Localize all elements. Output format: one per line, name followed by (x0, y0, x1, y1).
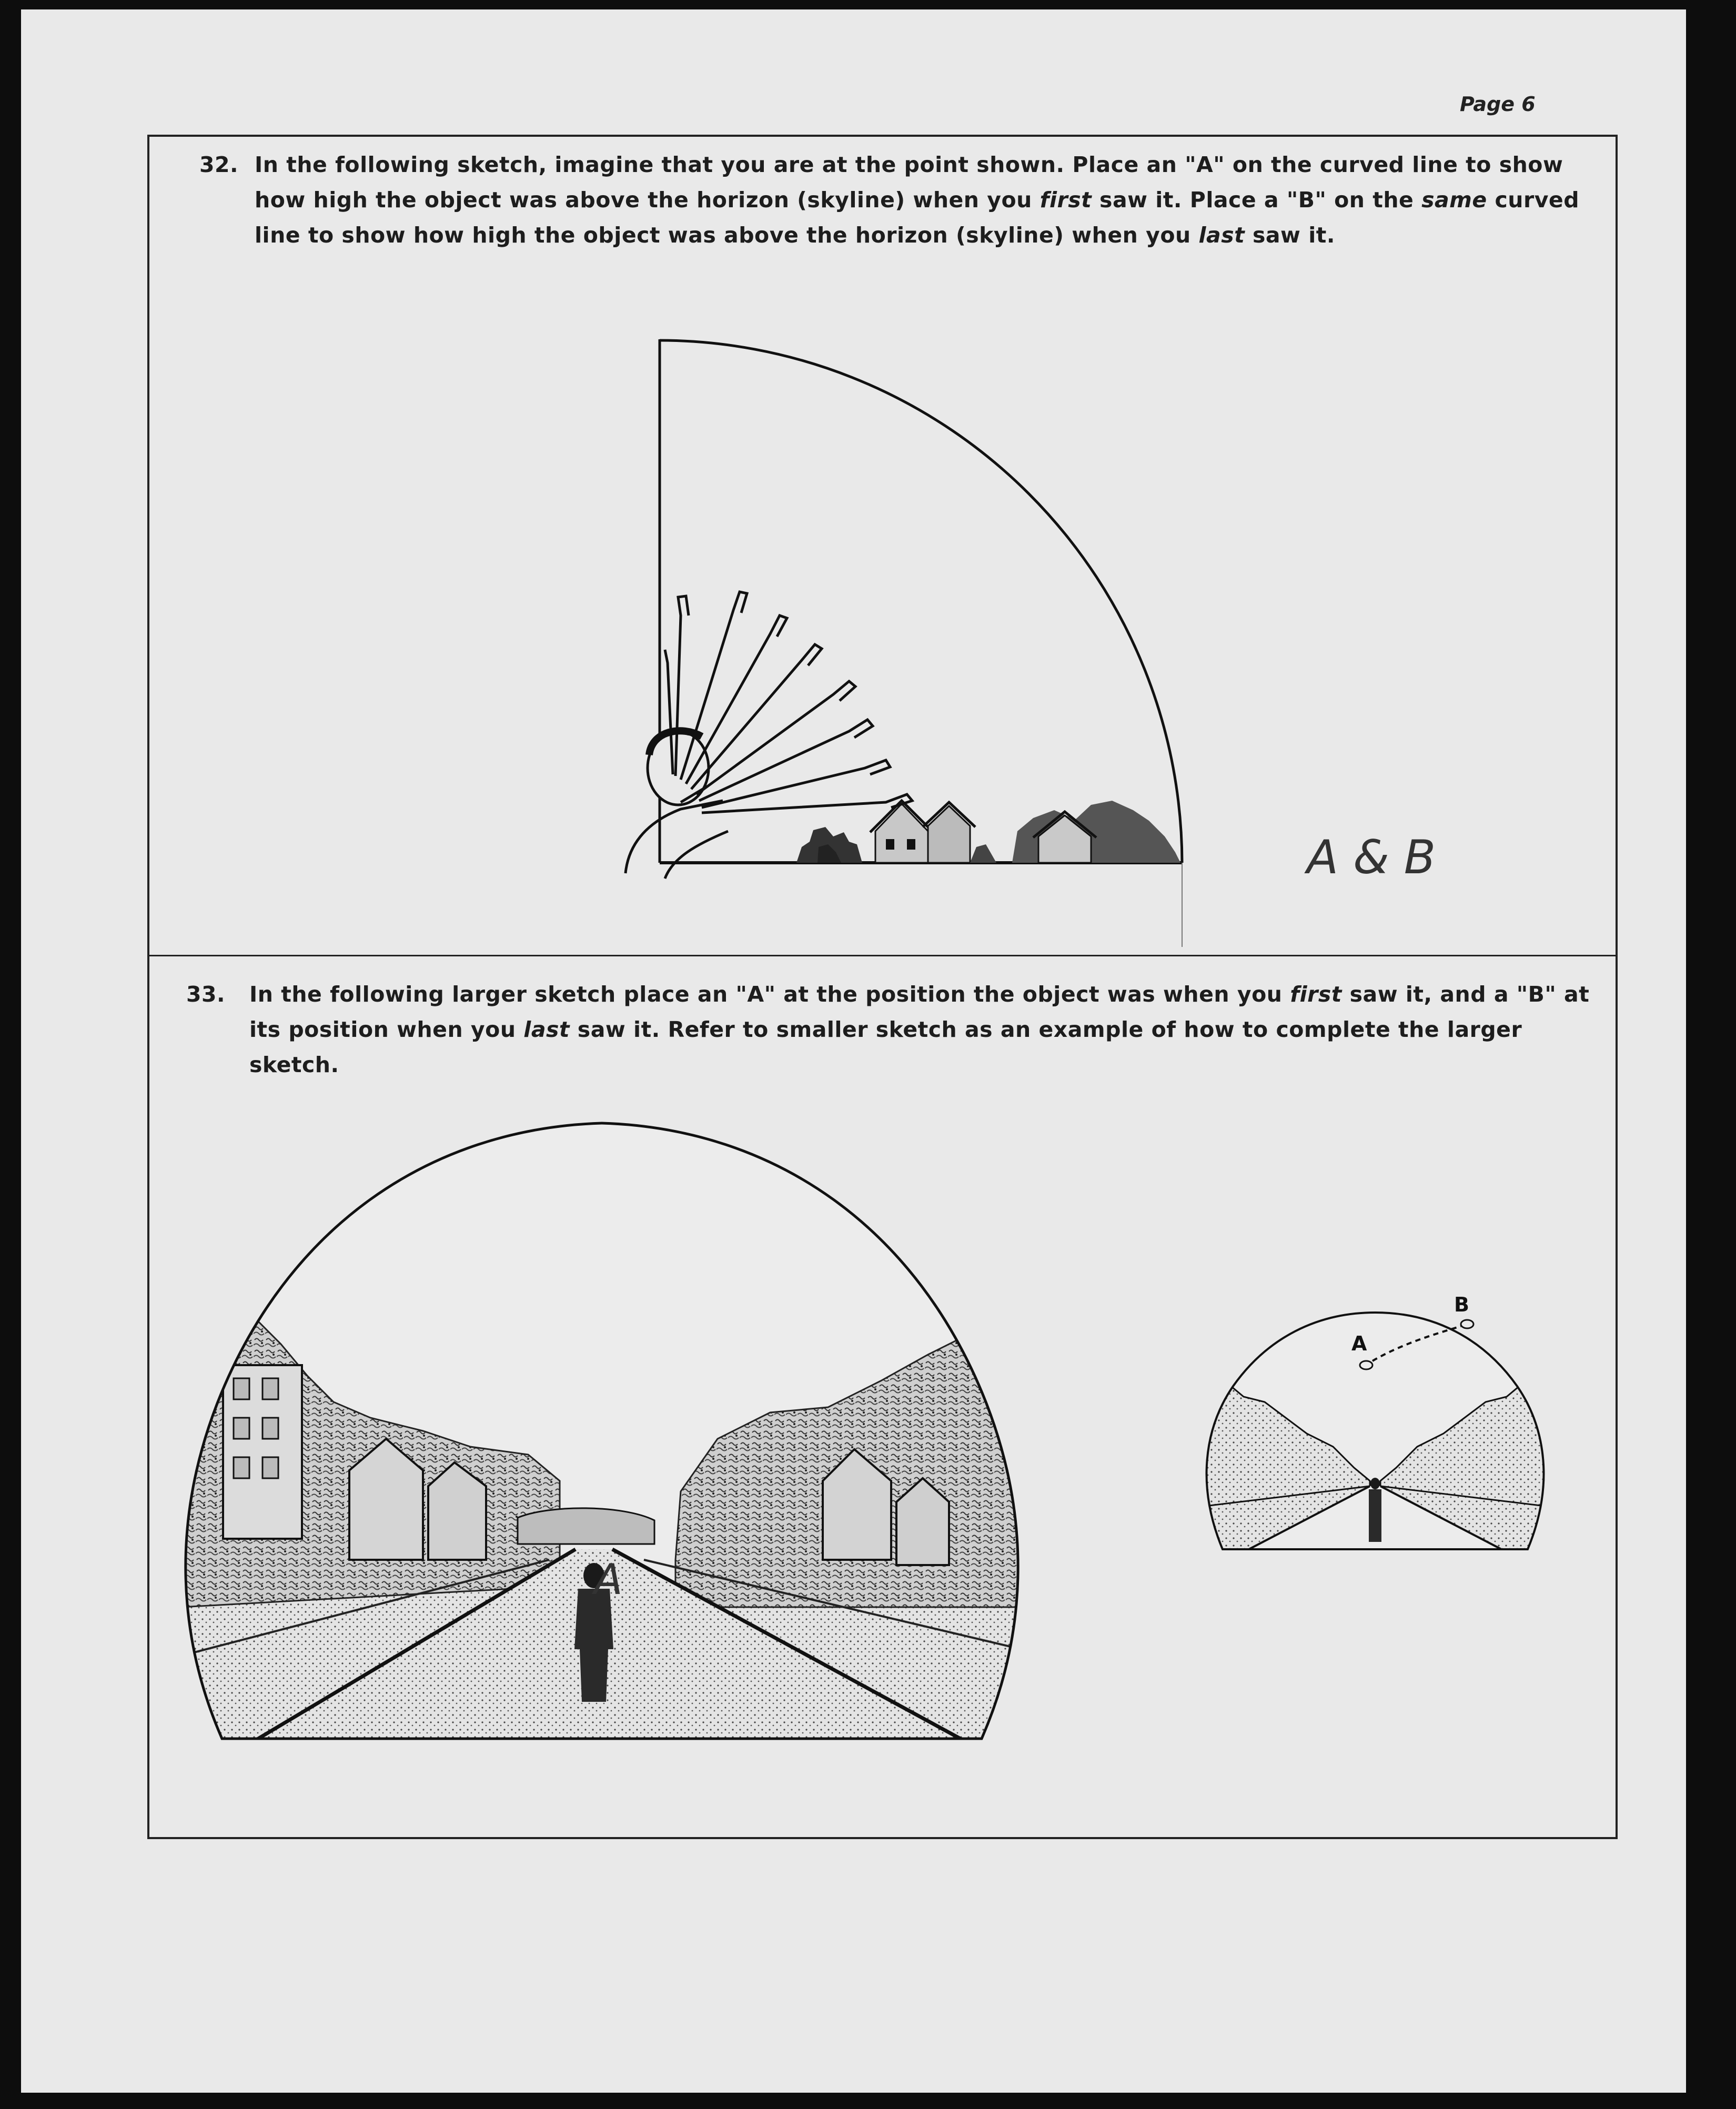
section-divider (149, 955, 1616, 956)
skyline-illustration (796, 801, 1180, 863)
question-33-text: In the following larger sketch place an "A" at the position the object was when you first saw it, and a "B" at its position when you last saw it. Refer to smaller sketch as an example of how to complete the larger sketch. (249, 982, 1590, 1077)
example-label-b: B (1454, 1293, 1469, 1316)
example-label-a: A (1351, 1332, 1367, 1355)
question-32-text: In the following sketch, imagine that you are at the point shown. Place an "A" on the curved line to show how high the object was above the horizon (skyline) when you first saw it. Place a "B" on the same curved line to show how high the object was above the horizon (skyline) when you last saw it. (255, 152, 1580, 248)
large-street-sketch (149, 955, 1620, 1839)
questionnaire-form-box (147, 135, 1618, 1839)
page-number: Page 6 (1460, 93, 1536, 116)
question-32-number: 32. (199, 152, 239, 177)
observer-pointing-figure (625, 592, 912, 879)
street-scene (149, 955, 1096, 1797)
elevation-arc[interactable] (660, 340, 1182, 863)
elevation-arc-sketch (149, 137, 1620, 955)
question-33-number: 33. (186, 982, 226, 1007)
q32-handwritten-answer: A & B (1307, 830, 1436, 884)
q33-handwritten-answer: A (594, 1555, 623, 1604)
document-page (21, 9, 1686, 2093)
example-sketch (1191, 1293, 1559, 1565)
